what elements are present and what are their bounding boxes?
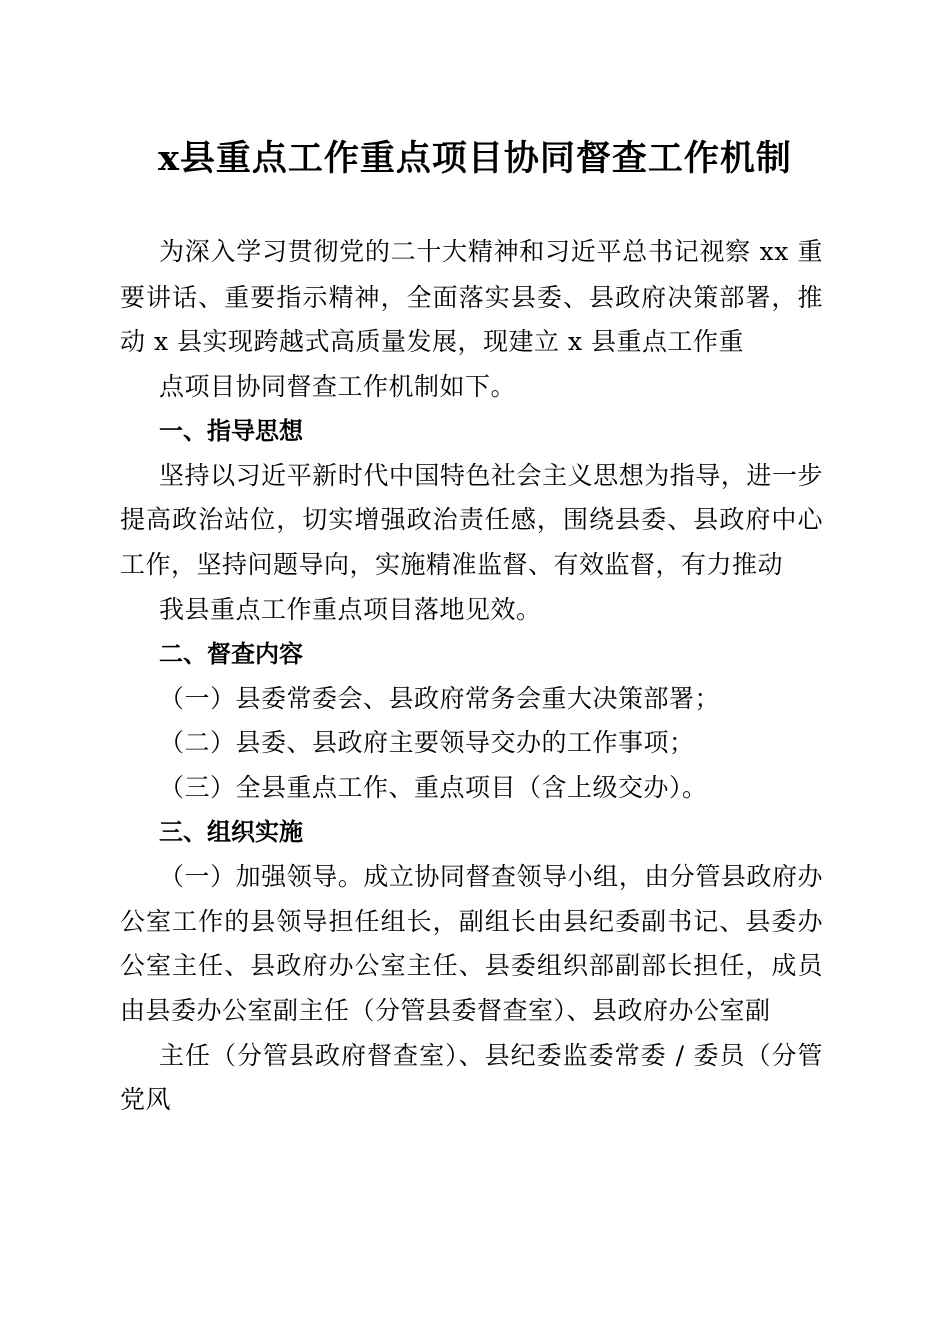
intro-line-4: 点项目协同督查工作机制如下。 [159, 372, 517, 401]
section3-line-4: 由县委办公室副主任（分管县委督查室）、县政府办公室副 [120, 996, 771, 1025]
section-heading-inspection-content: 二、督查内容 [159, 640, 303, 668]
section1-line-1: 坚持以习近平新时代中国特色社会主义思想为指导，进一步 [159, 461, 823, 490]
section3-line-6: 党风 [120, 1085, 172, 1114]
section2-item-1: （一）县委常委会、县政府常务会重大决策部署； [159, 684, 721, 713]
intro-line-3: 动 x 县实现跨越式高质量发展，现建立 x 县重点工作重 [120, 327, 744, 356]
section-heading-organization: 三、组织实施 [159, 818, 303, 846]
section1-line-3: 工作，坚持问题导向，实施精准监督、有效监督，有力推动 [120, 550, 784, 579]
section3-line-3: 公室主任、县政府办公室主任、县委组织部副部长担任，成员 [120, 951, 823, 980]
section3-line-1: （一）加强领导。成立协同督查领导小组，由分管县政府办 [159, 862, 823, 891]
section2-item-3: （三）全县重点工作、重点项目（含上级交办）。 [159, 773, 708, 802]
section3-line-5: 主任（分管县政府督查室）、县纪委监委常委 / 委员（分管 [159, 1041, 823, 1070]
intro-line-1: 为深入学习贯彻党的二十大精神和习近平总书记视察 xx 重 [159, 237, 823, 266]
section3-line-2: 公室工作的县领导担任组长，副组长由县纪委副书记、县委办 [120, 907, 823, 936]
section1-line-4: 我县重点工作重点项目落地见效。 [159, 595, 542, 624]
section1-line-2: 提高政治站位，切实增强政治责任感，围绕县委、县政府中心 [120, 505, 823, 534]
section2-item-2: （二）县委、县政府主要领导交办的工作事项； [159, 728, 695, 757]
intro-line-2: 要讲话、重要指示精神，全面落实县委、县政府决策部署，推 [120, 283, 823, 312]
document-title: x县重点工作重点项目协同督查工作机制 [158, 138, 792, 179]
section-heading-guiding-thought: 一、指导思想 [159, 417, 303, 445]
